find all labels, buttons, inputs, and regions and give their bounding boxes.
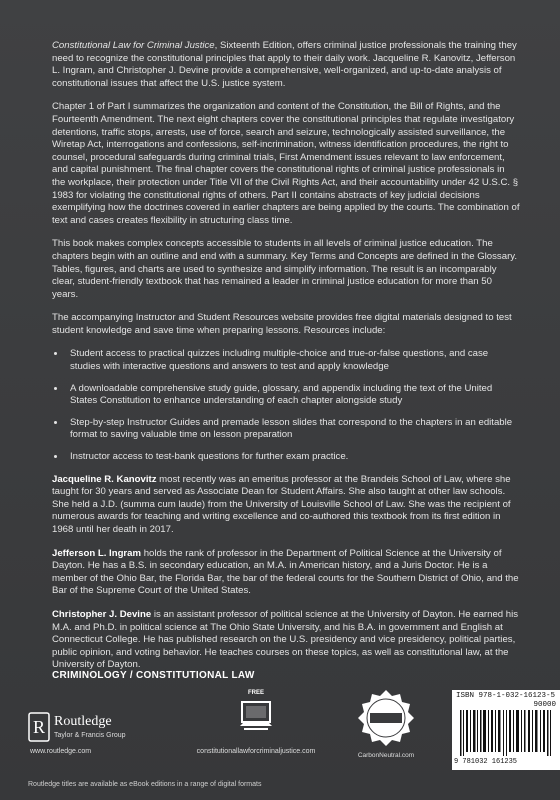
description-text: , Sixteenth Edition, offers criminal justice professionals the training they need to recognize the constitutional principles that apply to their daily work. Jacqueline R. Kanovitz, Jefferson L. Ingram, and Christopher J. Devine provide a comprehensive, well-organized, and up-to-date analysis of constitutional issues that affect the U.S. justice system. [52, 40, 517, 89]
carbon-neutral-url: CarbonNeutral.com [357, 752, 415, 759]
list-item: • Student access to practical quizzes including multiple-choice and true-or-false questions, and case studies with interactive questions and answers to test and apply knowledge [66, 348, 520, 373]
subject-category: CRIMINOLOGY / CONSTITUTIONAL LAW [52, 670, 255, 681]
author-bio-ingram [52, 548, 520, 598]
author-name: Jefferson L. Ingram [52, 547, 142, 559]
publisher-name: Routledge [54, 714, 112, 729]
description-paragraph-4: The accompanying Instructor and Student Resources website provides free digital materials designed to test student knowledge and save time when preparing lessons. Resources include: [52, 312, 512, 336]
list-item: • Step-by-step Instructor Guides and premade lesson slides that correspond to the chapters in an editable format to saving valuable time on lesson preparation [66, 417, 520, 442]
carbon-neutral-badge [350, 688, 422, 766]
description-paragraph-1 [52, 40, 520, 90]
author-bio-text: holds the rank of professor in the Department of Political Science at the University of Dayton. He has a B.S. in secondary education, an M.A. in American history, and a Juris Doctor. He is a member of the Ohio Bar, the Florida Bar, the bar of the federal courts for the Southern District of Ohio, and the Bar of the Supreme Court of the United States. [52, 547, 519, 597]
list-item: • Instructor access to test-bank questions for further exam practice. [66, 451, 520, 464]
instructor-student-resources-icon [238, 698, 274, 734]
author-bio-kanovitz [52, 474, 520, 537]
publisher-group: Taylor & Francis Group [54, 732, 126, 739]
book-title: Constitutional Law for Criminal Justice [52, 40, 215, 51]
author-bio-devine [52, 609, 520, 672]
free-label: FREE [247, 690, 264, 696]
isbn-number: ISBN 978-1-032-16123-5 [456, 692, 556, 700]
svg-text:R: R [32, 717, 46, 737]
author-bio-text: is an assistant professor of political science at the University of Dayton. He earned his M.A. and Ph.D. in political science at The Ohio State University, and his B.A. in government and English at Connecticut College. He has published research on the U.S. presidency and vice presidency, political parties, public opinion, and voting behavior. He teaches courses on these topics, as well as constitutional law, at the University of Dayton. [52, 608, 519, 671]
resources-list [52, 348, 520, 463]
publisher-url[interactable]: www.routledge.com [30, 748, 92, 755]
description-paragraph-3: This book makes complex concepts accessible to students in all levels of criminal justice education. The chapters begin with an outline and end with a summary. Key Terms and Concepts are defined in the Glossary. Tables, figures, and charts are used to synthesize and simplify information. The result is an incomparably clear, student-friendly textbook that has remained a leader in criminal justice education for more than 50 years. [52, 238, 518, 300]
description-paragraph-2: Chapter 1 of Part I summarizes the organization and content of the Constitution, the Bill of Rights, and the Fourteenth Amendment. The next eight chapters cover the constitutional principles that regulate investigatory detentions, traffic stops, arrests, use of force, search and seizure, technologically assisted surveillance, the Wiretap Act, interrogations and confessions, self-incrimination, witness identification procedures, the right to counsel, procedural safeguards during criminal trials, First Amendment issues relevant to law enforcement, and capital punishment. The final chapter covers the constitutional rights of criminal justice professionals in the workplace, their protection under Title VII of the Civil Rights Act, and their accountability under 42 U.S.C. § 1983 for violating the constitutional rights of others. Part II contains abstracts of key judicial decisions exemplifying how the doctrines covered in earlier chapters are being applied by the courts. The combination of text and cases creates flexibility in structuring class time. [52, 101, 520, 226]
resources-url[interactable]: constitutionallawforcriminaljustice.com [196, 748, 316, 755]
author-name: Christopher J. Devine [52, 608, 152, 620]
author-bio-text: most recently was an emeritus professor at the Brandeis School of Law, where she taught for 30 years and served as Associate Dean for Student Affairs. She also taught at other law schools. She held a J.D. (summa cum laude) from the University of Louisville School of Law. She was the recipient of numerous awards for teaching and writing excellence and co-authored this textbook from its first edition in 1968 until her death in 2017. [52, 473, 511, 535]
back-cover-text [52, 40, 520, 683]
isbn-barcode [452, 690, 560, 770]
ebook-footnote: Routledge titles are available as eBook editions in a range of digital formats [28, 781, 262, 788]
publisher-logo[interactable] [28, 708, 168, 758]
carbon-neutral-icon [356, 688, 416, 748]
routledge-r-icon [28, 712, 50, 742]
barcode-digits: 9 781032 161235 [454, 758, 518, 766]
price-code: 90000 [533, 701, 556, 709]
free-resources-badge[interactable] [186, 690, 326, 760]
author-name: Jacqueline R. Kanovitz [52, 473, 157, 485]
list-item: • A downloadable comprehensive study guide, glossary, and appendix including the text of the United States Constitution to enhance understanding of each chapter alongside study [66, 383, 520, 408]
barcode-icon [458, 710, 554, 756]
